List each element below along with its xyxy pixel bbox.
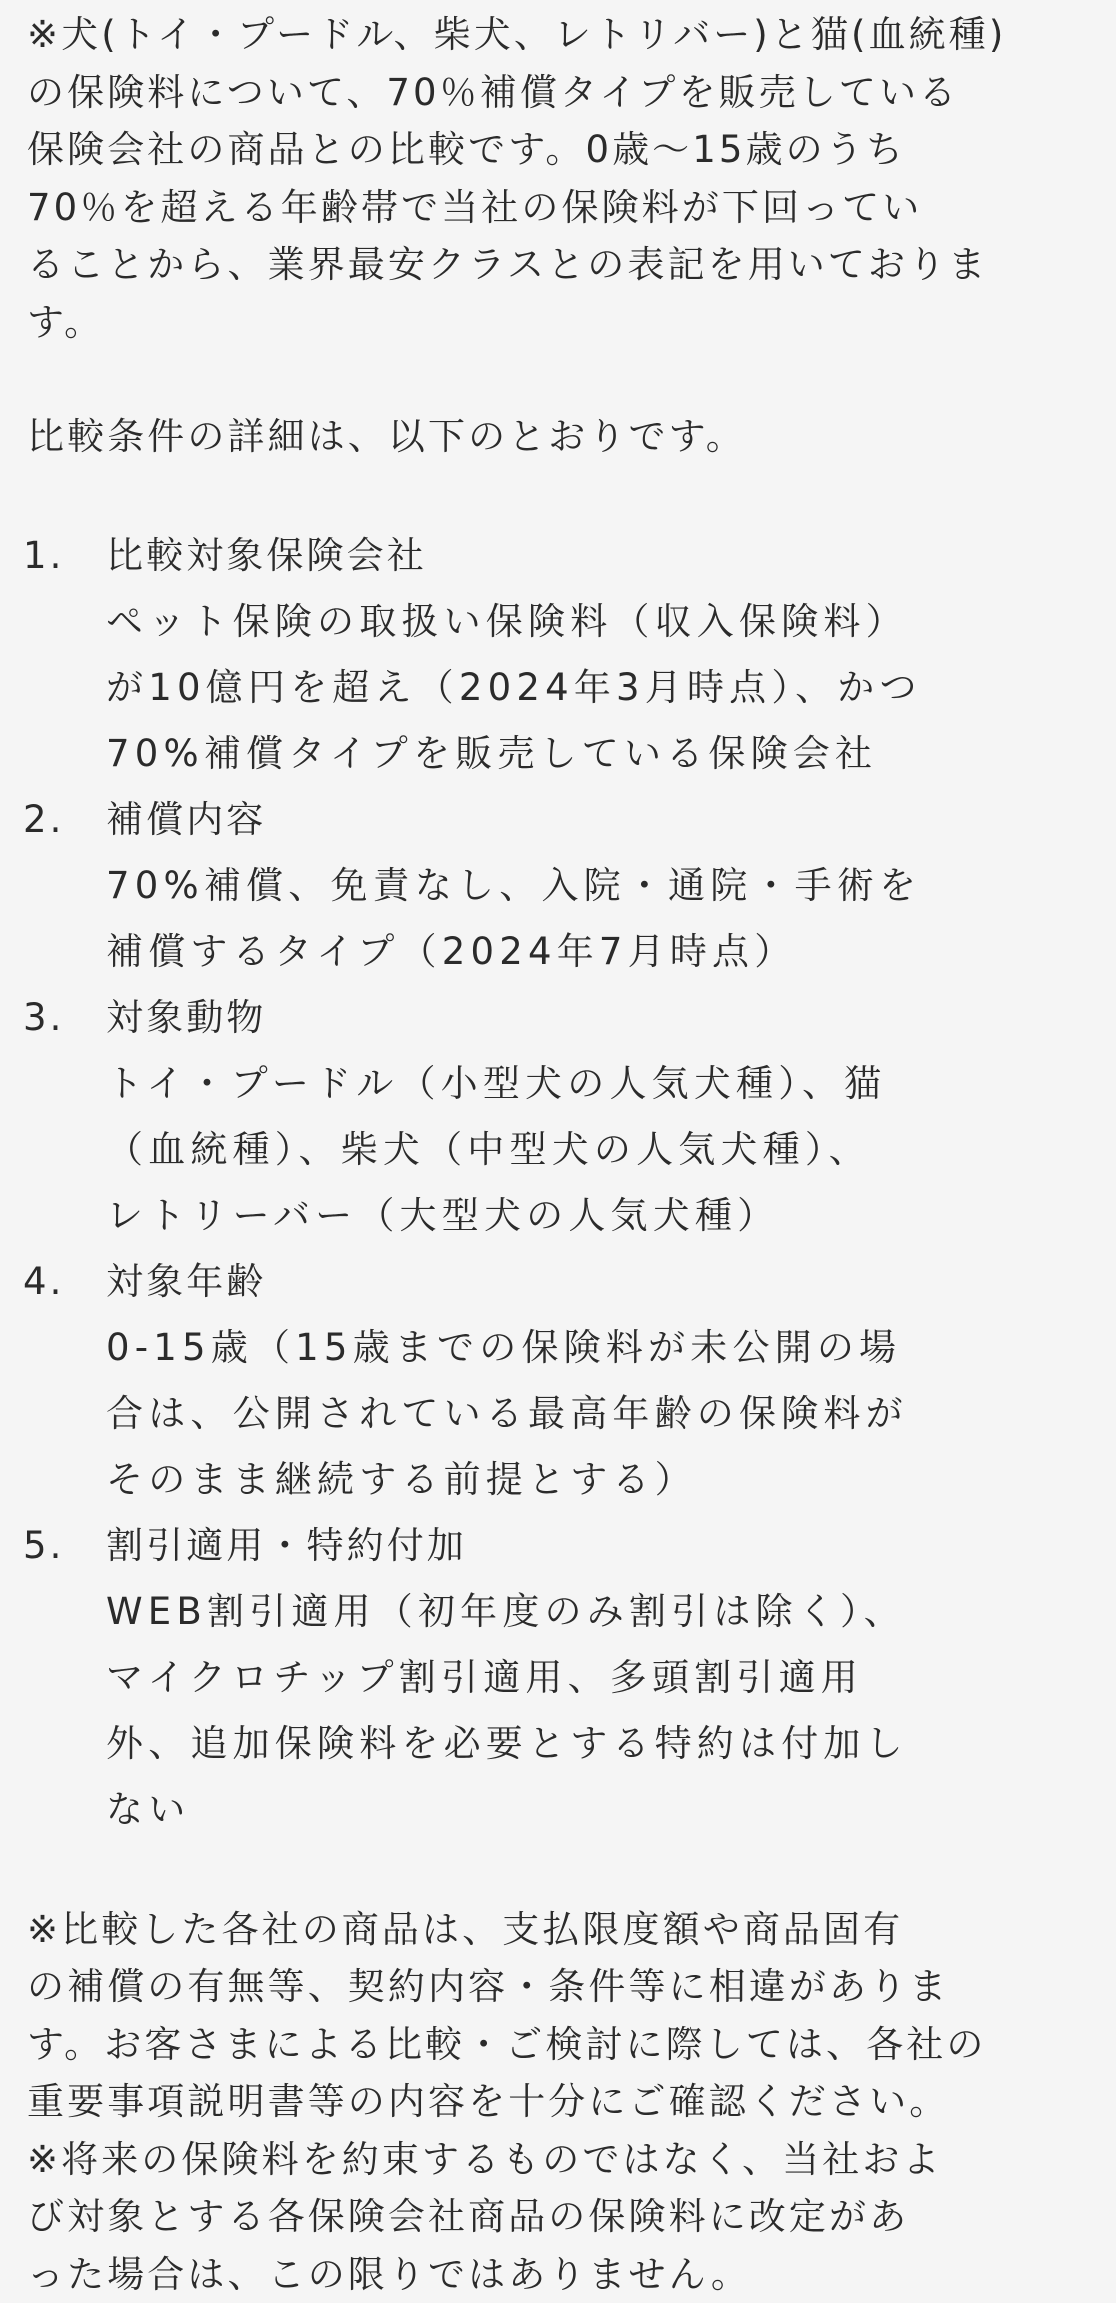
condition-title: 対象年齢	[106, 1249, 1089, 1315]
condition-number: 4.	[23, 1249, 65, 1315]
spacer	[27, 466, 1089, 523]
condition-body: トイ・プードル（小型犬の人気犬種）、猫 （血統種）、柴犬（中型犬の人気犬種）、 レトリーバー（大型犬の人気犬種）	[106, 1051, 1089, 1249]
condition-title: 割引適用・特約付加	[106, 1513, 1089, 1579]
spacer	[27, 351, 1089, 408]
note-paragraph: ※将来の保険料を約束するものではなく、当社およ び対象とする各保険会社商品の保険料に改定があ った場合は、この限りではありません。	[27, 2131, 1089, 2303]
conditions-list	[27, 523, 1089, 1843]
condition-title: 対象動物	[106, 985, 1089, 1051]
condition-body: ペット保険の取扱い保険料（収入保険料） が10億円を超え（2024年3月時点）、かつ 70%補償タイプを販売している保険会社	[106, 589, 1089, 787]
intro-paragraph: ※犬(トイ・プードル、柴犬、レトリバー)と猫(血統種) の保険料について、70％補償タイプを販売している 保険会社の商品との比較です。0歳〜15歳のうち 70％を超える年齢帯で当社の保険料が下回ってい ることから、業界最安クラスとの表記を用いておりま す。	[27, 6, 1089, 351]
condition-item-1	[27, 523, 1089, 787]
condition-number: 1.	[23, 523, 65, 589]
condition-body: WEB割引適用（初年度のみ割引は除く）、 マイクロチップ割引適用、多頭割引適用 外、追加保険料を必要とする特約は付加し ない	[106, 1579, 1089, 1843]
condition-body: 0-15歳（15歳までの保険料が未公開の場 合は、公開されている最高年齢の保険料が そのまま継続する前提とする）	[106, 1315, 1089, 1513]
conditions-heading: 比較条件の詳細は、以下のとおりです。	[27, 408, 1089, 466]
condition-item-4	[27, 1249, 1089, 1513]
condition-item-3	[27, 985, 1089, 1249]
condition-number: 5.	[23, 1513, 65, 1579]
condition-title: 補償内容	[106, 787, 1089, 853]
condition-item-5	[27, 1513, 1089, 1843]
notes-section	[27, 1901, 1089, 2303]
condition-number: 2.	[23, 787, 65, 853]
condition-number: 3.	[23, 985, 65, 1051]
condition-item-2	[27, 787, 1089, 985]
note-paragraph: ※比較した各社の商品は、支払限度額や商品固有 の補償の有無等、契約内容・条件等に相違がありま す。お客さまによる比較・ご検討に際しては、各社の 重要事項説明書等の内容を十分にご確認ください。	[27, 1901, 1089, 2131]
condition-title: 比較対象保険会社	[106, 523, 1089, 589]
condition-body: 70%補償、免責なし、入院・通院・手術を 補償するタイプ（2024年7月時点）	[106, 853, 1089, 985]
